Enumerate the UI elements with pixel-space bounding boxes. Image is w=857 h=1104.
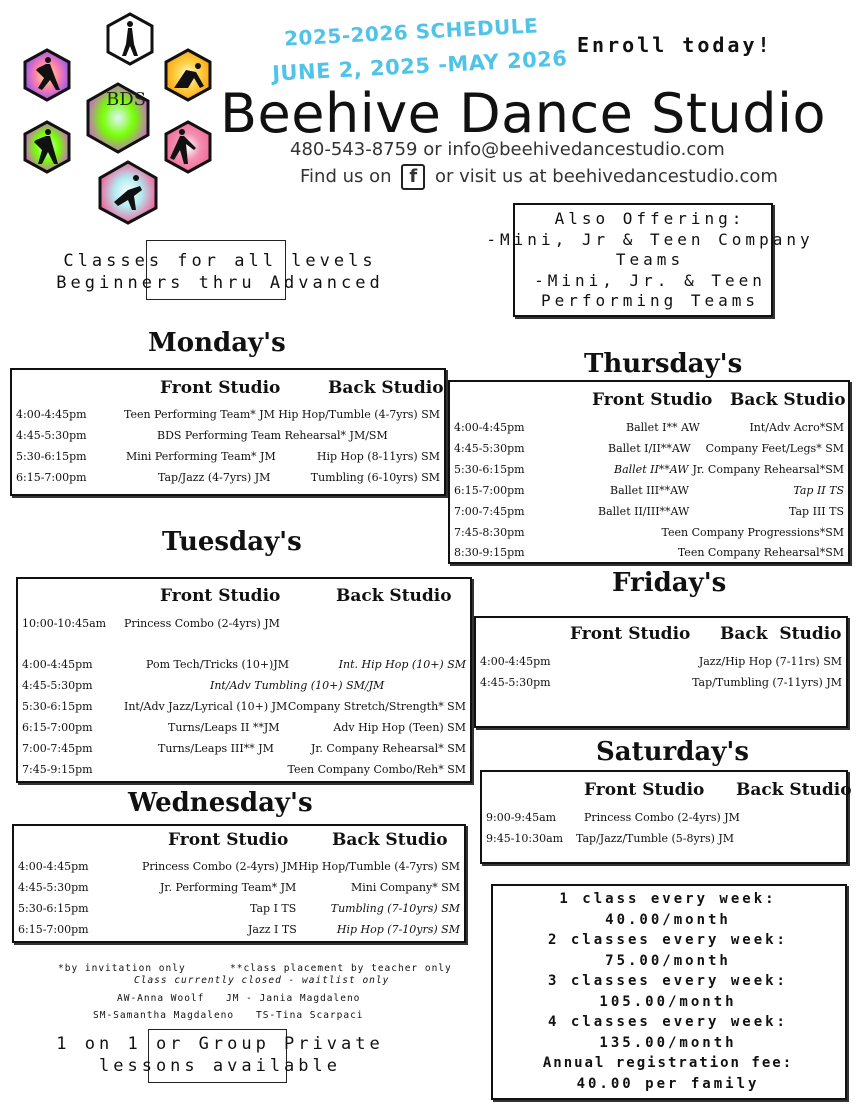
table-row	[14, 881, 464, 899]
friday-title: Friday's	[612, 568, 727, 598]
time-cell: 5:30-6:15pm	[22, 700, 93, 713]
table-row	[450, 526, 848, 544]
back-studio-header: Back Studio	[736, 780, 852, 800]
teacher-ts: TS-Tina Scarpaci	[256, 1010, 364, 1021]
also-offering-text	[480, 209, 820, 312]
time-cell: 6:15-7:00pm	[18, 923, 89, 936]
front-studio-header: Front Studio	[592, 390, 713, 410]
saturday-table	[480, 770, 852, 864]
front-cell: Mini Performing Team* JM	[126, 450, 276, 463]
back-cell: Hip Hop/Tumble (4-7yrs) SM	[278, 408, 440, 421]
table-row	[18, 617, 470, 635]
back-cell: Teen Company Combo/Reh* SM	[287, 763, 466, 776]
front-cell: Jr. Performing Team* JM	[160, 881, 297, 894]
schedule-title: 2025-2026 SCHEDULE	[283, 13, 539, 51]
table-row	[12, 450, 444, 468]
contact-line: 480-543-8759 or info@beehivedancestudio.com	[290, 139, 725, 160]
studio-name: Beehive Dance Studio	[220, 82, 827, 145]
front-cell: Turns/Leaps II **JM	[168, 721, 280, 734]
monday-title: Monday's	[148, 328, 286, 358]
also-offering-title: Also Offering:	[554, 209, 746, 228]
back-cell: Hip Hop/Tumble (4-7yrs) SM	[298, 860, 460, 873]
back-studio-header: Back Studio	[730, 390, 846, 410]
schedule-dates: JUNE 2, 2025 -MAY 2026	[271, 46, 569, 86]
table-row	[450, 505, 848, 523]
back-cell: Int/Adv Acro*SM	[749, 421, 844, 434]
back-cell: Teen Company Progressions*SM	[661, 526, 844, 539]
thursday-table	[448, 380, 850, 564]
wednesday-title: Wednesday's	[128, 788, 313, 818]
table-row	[476, 655, 846, 673]
table-row	[14, 860, 464, 878]
back-studio-header: Back Studio	[720, 624, 842, 644]
front-cell: Turns/Leaps III** JM	[158, 742, 274, 755]
find-us-post: or visit us at beehivedancestudio.com	[435, 166, 778, 187]
back-cell: Jr. Company Rehearsal* SM	[310, 742, 466, 755]
also-offering-item: -Mini, Jr & Teen Company	[486, 229, 814, 249]
time-cell: 7:45-9:15pm	[22, 763, 93, 776]
back-studio-header: Back Studio	[328, 378, 444, 398]
price-label: 2 classes every week:	[547, 932, 788, 948]
enroll-banner: Enroll today!	[577, 33, 773, 57]
time-cell: 9:00-9:45am	[486, 811, 557, 824]
front-cell: Princess Combo (2-4yrs) JM	[584, 811, 740, 824]
price-label: 3 classes every week:	[547, 973, 788, 989]
front-cell: Tap/Jazz/Tumble (5-8yrs) JM	[576, 832, 735, 845]
front-studio-header: Front Studio	[160, 586, 281, 606]
front-cell: Ballet II/III**AW	[598, 505, 690, 518]
back-cell: Hip Hop (7-10yrs) SM	[336, 923, 460, 936]
time-cell: 4:00-4:45pm	[22, 658, 93, 671]
time-cell: 7:00-7:45pm	[22, 742, 93, 755]
time-cell: 7:45-8:30pm	[454, 526, 525, 539]
table-row	[18, 658, 470, 676]
back-cell: Tumbling (7-10yrs) SM	[330, 902, 460, 915]
front-cell: Tap/Jazz (4-7yrs) JM	[158, 471, 271, 484]
private-lessons	[40, 1033, 400, 1077]
price-value: 40.00 per family	[576, 1075, 760, 1092]
back-cell: Company Feet/Legs* SM	[705, 442, 844, 455]
table-row	[12, 429, 444, 447]
front-cell: Ballet II**AW	[614, 463, 689, 476]
shared-cell: Int/Adv Tumbling (10+) SM/JM	[210, 679, 385, 692]
levels-text	[40, 250, 400, 294]
table-row	[18, 742, 470, 760]
note-closed: Class currently closed - waitlist only	[134, 975, 390, 986]
time-cell: 5:30-6:15pm	[454, 463, 525, 476]
front-cell: Int/Adv Jazz/Lyrical (10+) JM	[124, 700, 288, 713]
table-row	[18, 763, 470, 781]
front-cell: Teen Performing Team* JM	[124, 408, 275, 421]
front-studio-header: Front Studio	[570, 624, 691, 644]
find-us-pre: Find us on	[300, 166, 392, 187]
table-row	[12, 408, 444, 426]
also-offering-item: Teams	[615, 250, 685, 269]
also-offering-item: -Mini, Jr. & Teen	[534, 270, 766, 290]
studio-logo	[10, 10, 225, 225]
time-cell: 4:00-4:45pm	[480, 655, 551, 668]
back-cell: Tumbling (6-10yrs) SM	[310, 471, 440, 484]
time-cell: 5:30-6:15pm	[16, 450, 87, 463]
also-offering-item: Performing Teams	[540, 291, 760, 310]
time-cell: 6:15-7:00pm	[22, 721, 93, 734]
table-row	[18, 721, 470, 739]
back-cell: Jr. Company Rehearsal*SM	[692, 463, 844, 476]
time-cell: 6:15-7:00pm	[454, 484, 525, 497]
front-studio-header: Front Studio	[168, 830, 289, 850]
thursday-title: Thursday's	[584, 349, 743, 379]
price-value: 40.00/month	[605, 911, 731, 928]
back-cell: Teen Company Rehearsal*SM	[677, 546, 844, 559]
back-studio-header: Back Studio	[332, 830, 448, 850]
time-cell: 4:45-5:30pm	[22, 679, 93, 692]
levels-line2: Beginners thru Advanced	[56, 273, 384, 293]
price-label: 4 classes every week:	[547, 1014, 788, 1030]
time-cell: 9:45-10:30am	[486, 832, 564, 845]
time-cell: 6:15-7:00pm	[16, 471, 87, 484]
back-studio-header: Back Studio	[336, 586, 452, 606]
time-cell: 4:45-5:30pm	[16, 429, 87, 442]
table-row	[450, 463, 848, 481]
teacher-aw: AW-Anna Woolf	[117, 993, 205, 1004]
front-cell: Ballet I/II**AW	[608, 442, 691, 455]
table-row	[450, 484, 848, 502]
table-row	[450, 546, 848, 564]
table-row	[18, 679, 470, 697]
price-value: 75.00/month	[605, 952, 731, 969]
back-cell: Company Stretch/Strength* SM	[287, 700, 466, 713]
price-label: 1 class every week:	[559, 891, 777, 907]
teacher-sm: SM-Samantha Magdaleno	[93, 1010, 235, 1021]
time-cell: 4:45-5:30pm	[480, 676, 551, 689]
pricing-text	[493, 889, 843, 1094]
table-row	[450, 421, 848, 439]
front-studio-header: Front Studio	[584, 780, 705, 800]
hex-lower-right	[166, 122, 210, 172]
back-cell: Mini Company* SM	[350, 881, 460, 894]
front-cell: Jazz I TS	[248, 923, 297, 936]
table-row	[14, 902, 464, 920]
table-row	[476, 676, 846, 694]
front-cell: Tap I TS	[250, 902, 297, 915]
price-label: Annual registration fee:	[542, 1055, 794, 1071]
time-cell: 4:00-4:45pm	[454, 421, 525, 434]
time-cell: 10:00-10:45am	[22, 617, 107, 630]
table-row	[18, 700, 470, 718]
front-studio-header: Front Studio	[160, 378, 281, 398]
saturday-title: Saturday's	[596, 737, 749, 767]
tuesday-title: Tuesday's	[162, 527, 302, 557]
facebook-icon[interactable]: f	[401, 164, 425, 190]
front-cell: Ballet I** AW	[626, 421, 700, 434]
friday-table	[474, 616, 848, 728]
tuesday-table	[16, 577, 472, 783]
shared-cell: BDS Performing Team Rehearsal* JM/SM	[157, 429, 388, 442]
time-cell: 4:00-4:45pm	[18, 860, 89, 873]
table-row	[482, 811, 846, 829]
time-cell: 7:00-7:45pm	[454, 505, 525, 518]
note-invitation: *by invitation only	[58, 963, 186, 974]
front-cell: Pom Tech/Tricks (10+)JM	[146, 658, 289, 671]
back-cell: Adv Hip Hop (Teen) SM	[333, 721, 466, 734]
time-cell: 8:30-9:15pm	[454, 546, 525, 559]
front-cell: Princess Combo (2-4yrs) JM	[124, 617, 280, 630]
back-cell: Tap II TS	[793, 484, 844, 497]
note-placement: **class placement by teacher only	[230, 963, 452, 974]
time-cell: 4:45-5:30pm	[454, 442, 525, 455]
levels-line1: Classes for all levels	[63, 251, 377, 271]
find-us-line	[300, 164, 778, 190]
back-cell: Tap III TS	[789, 505, 844, 518]
back-cell: Hip Hop (8-11yrs) SM	[316, 450, 440, 463]
monday-table	[10, 368, 446, 496]
table-row	[482, 832, 846, 850]
table-row	[14, 923, 464, 941]
private-line1: 1 on 1 or Group Private	[56, 1034, 384, 1054]
back-cell: Tap/Tumbling (7-11yrs) JM	[692, 676, 842, 689]
teacher-jm: JM - Jania Magdaleno	[226, 993, 361, 1004]
time-cell: 4:45-5:30pm	[18, 881, 89, 894]
price-value: 105.00/month	[599, 993, 737, 1010]
back-cell: Int. Hip Hop (10+) SM	[338, 658, 466, 671]
time-cell: 4:00-4:45pm	[16, 408, 87, 421]
wednesday-table	[12, 824, 466, 943]
table-row	[450, 442, 848, 460]
private-line2: lessons available	[99, 1056, 341, 1076]
front-cell: Princess Combo (2-4yrs) JM	[142, 860, 298, 873]
table-row	[12, 471, 444, 489]
back-cell: Jazz/Hip Hop (7-11rs) SM	[698, 655, 842, 668]
logo-monogram: BDS	[106, 89, 146, 110]
time-cell: 5:30-6:15pm	[18, 902, 89, 915]
price-value: 135.00/month	[599, 1034, 737, 1051]
front-cell: Ballet III**AW	[610, 484, 689, 497]
